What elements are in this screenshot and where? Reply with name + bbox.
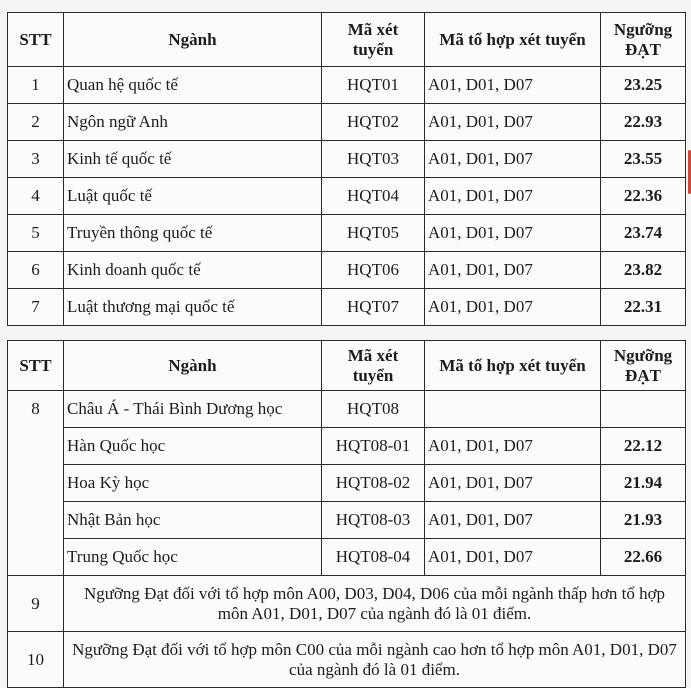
cell-stt: 3 — [8, 141, 64, 178]
header-nganh: Ngành — [64, 341, 322, 391]
cell-nguong: 23.55 — [601, 141, 686, 178]
cell-nguong: 23.82 — [601, 252, 686, 289]
cell-ma: HQT08-04 — [322, 539, 425, 576]
cell-nganh: Truyền thông quốc tế — [64, 215, 322, 252]
header-ma-xet-tuyen — [322, 13, 425, 67]
cell-nguong: 22.36 — [601, 178, 686, 215]
cell-ma: HQT02 — [322, 104, 425, 141]
cell-stt: 4 — [8, 178, 64, 215]
table-row — [8, 67, 686, 104]
cell-to-hop: A01, D01, D07 — [425, 502, 601, 539]
cell-stt: 6 — [8, 252, 64, 289]
cell-ma: HQT04 — [322, 178, 425, 215]
table-row — [8, 428, 686, 465]
table-row — [8, 502, 686, 539]
cell-ma: HQT05 — [322, 215, 425, 252]
table-row — [8, 465, 686, 502]
header-nganh: Ngành — [64, 13, 322, 67]
table-row — [8, 539, 686, 576]
cell-nguong: 23.25 — [601, 67, 686, 104]
header-stt: STT — [8, 13, 64, 67]
cell-to-hop: A01, D01, D07 — [425, 67, 601, 104]
cell-nganh: Luật thương mại quốc tế — [64, 289, 322, 326]
cell-nganh: Luật quốc tế — [64, 178, 322, 215]
admission-table-1 — [7, 12, 686, 326]
cell-ma: HQT06 — [322, 252, 425, 289]
header-nguong — [601, 341, 686, 391]
header-ma-line2: tuyển — [352, 39, 394, 59]
cell-nganh: Châu Á - Thái Bình Dương học — [64, 391, 322, 428]
cell-nguong: 22.31 — [601, 289, 686, 326]
header-nguong-line2: ĐẠT — [625, 39, 661, 59]
cell-to-hop: A01, D01, D07 — [425, 465, 601, 502]
header-nguong-line2: ĐẠT — [625, 365, 661, 385]
cell-stt: 1 — [8, 67, 64, 104]
header-ma-line2: tuyển — [352, 365, 394, 385]
note-row — [8, 576, 686, 632]
header-ma-line1: Mã xét — [347, 19, 399, 39]
cell-to-hop: A01, D01, D07 — [425, 252, 601, 289]
header-nguong-line1: Ngưỡng — [613, 345, 673, 365]
cell-nguong — [601, 391, 686, 428]
note-text: Ngưỡng Đạt đối với tổ hợp môn A00, D03, D04, D06 của mỗi ngành thấp hơn tổ hợp môn A01, D01, D07 của ngành đó là 01 điểm. — [64, 576, 686, 632]
table-row — [8, 289, 686, 326]
cell-nganh: Quan hệ quốc tế — [64, 67, 322, 104]
header-ma-xet-tuyen — [322, 341, 425, 391]
cell-stt: 9 — [8, 576, 64, 632]
admission-table-2 — [7, 340, 686, 688]
table-row — [8, 141, 686, 178]
cell-to-hop — [425, 391, 601, 428]
cell-nganh: Hàn Quốc học — [64, 428, 322, 465]
cell-stt: 5 — [8, 215, 64, 252]
cell-nganh: Hoa Kỳ học — [64, 465, 322, 502]
cell-nguong: 21.94 — [601, 465, 686, 502]
cell-nganh: Nhật Bản học — [64, 502, 322, 539]
table-row — [8, 178, 686, 215]
header-to-hop: Mã tổ hợp xét tuyển — [425, 341, 601, 391]
header-to-hop: Mã tổ hợp xét tuyển — [425, 13, 601, 67]
cell-nguong: 22.66 — [601, 539, 686, 576]
header-nguong — [601, 13, 686, 67]
table-row — [8, 252, 686, 289]
cell-ma: HQT08-01 — [322, 428, 425, 465]
header-nguong-line1: Ngưỡng — [613, 19, 673, 39]
header-ma-line1: Mã xét — [347, 345, 399, 365]
table-header-row — [8, 341, 686, 391]
table-row — [8, 215, 686, 252]
cell-to-hop: A01, D01, D07 — [425, 289, 601, 326]
cell-ma: HQT08 — [322, 391, 425, 428]
cell-ma: HQT01 — [322, 67, 425, 104]
cell-to-hop: A01, D01, D07 — [425, 215, 601, 252]
cell-stt: 2 — [8, 104, 64, 141]
cell-to-hop: A01, D01, D07 — [425, 141, 601, 178]
cell-stt: 10 — [8, 632, 64, 688]
table-row — [8, 391, 686, 428]
cell-to-hop: A01, D01, D07 — [425, 539, 601, 576]
note-row — [8, 632, 686, 688]
cell-nganh: Kinh doanh quốc tế — [64, 252, 322, 289]
cell-ma: HQT03 — [322, 141, 425, 178]
cell-nganh: Trung Quốc học — [64, 539, 322, 576]
cell-stt: 8 — [8, 391, 64, 576]
table-header-row — [8, 13, 686, 67]
cell-nganh: Ngôn ngữ Anh — [64, 104, 322, 141]
table-row — [8, 104, 686, 141]
cell-to-hop: A01, D01, D07 — [425, 428, 601, 465]
cell-ma: HQT08-03 — [322, 502, 425, 539]
cell-to-hop: A01, D01, D07 — [425, 104, 601, 141]
cell-ma: HQT07 — [322, 289, 425, 326]
cell-nguong: 22.12 — [601, 428, 686, 465]
cell-nguong: 21.93 — [601, 502, 686, 539]
cell-ma: HQT08-02 — [322, 465, 425, 502]
cell-to-hop: A01, D01, D07 — [425, 178, 601, 215]
cell-nganh: Kinh tế quốc tế — [64, 141, 322, 178]
header-stt: STT — [8, 341, 64, 391]
note-text: Ngưỡng Đạt đối với tổ hợp môn C00 của mỗi ngành cao hơn tổ hợp môn A01, D01, D07 của ngành đó là 01 điểm. — [64, 632, 686, 688]
cell-nguong: 22.93 — [601, 104, 686, 141]
cell-nguong: 23.74 — [601, 215, 686, 252]
cell-stt: 7 — [8, 289, 64, 326]
